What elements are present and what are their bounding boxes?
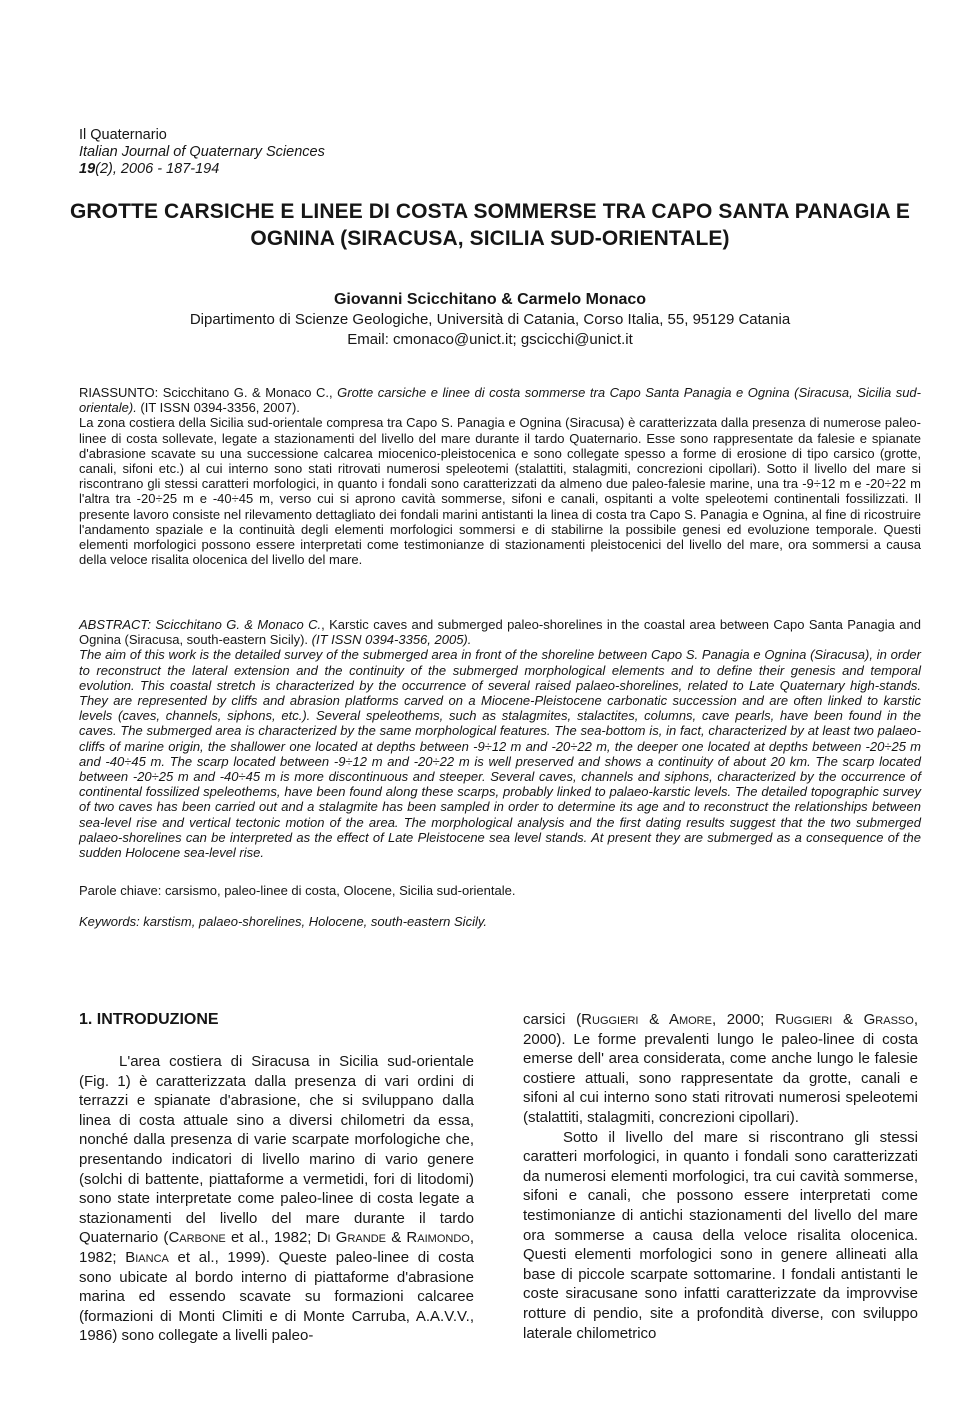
- journal-name: Il Quaternario: [79, 127, 167, 143]
- riassunto-citation: [79, 385, 921, 415]
- citation-ruggieri-grasso: Ruggieri & Grasso: [775, 1011, 914, 1028]
- riassunto-issn: (IT ISSN 0394-3356, 2007).: [136, 400, 300, 416]
- body-column-right: [523, 1010, 918, 1343]
- author-affiliation: Dipartimento di Scienze Geologiche, Università di Catania, Corso Italia, 55, 95129 Catania: [189, 311, 791, 328]
- author-email: Email: cmonaco@unict.it; gscicchi@unict.it: [347, 331, 633, 348]
- intro-text-5: carsici (: [523, 1011, 582, 1028]
- intro-text-2: et al., 1982;: [225, 1229, 317, 1247]
- journal-header: [79, 127, 325, 178]
- abstract: [79, 617, 921, 860]
- body-column-left: [79, 1010, 474, 1346]
- paper-title: GROTTE CARSICHE E LINEE DI COSTA SOMMERSE TRA CAPO SANTA PANAGIA E OGNINA (SIRACUSA, SICILIA SUD-ORIENTALE): [69, 200, 911, 250]
- riassunto-title: Grotte carsiche e linee di costa sommerse tra Capo Santa Panagia e Ognina (Siracusa, Sicilia sud-orientale).: [79, 385, 921, 416]
- intro-paragraph-1: [79, 1052, 474, 1346]
- intro-paragraph-2: Sotto il livello del mare si riscontrano gli stessi caratteri morfologici, in quanto i fondali sono caratterizzati da numerosi elementi morfologici, tra cui cavità sommerse, sifoni e canali, che possono essere interpretati come testimonianze di antichi stazionamenti del livello del mare ora sommerse a causa della veloce risalita olocenica. Questi elementi morfologici sono in genere allineati alla base di piccole scarpate sottomarine. I fondali antistanti le coste siracusane sono infatti caratterizzate da improvvise rotture di pendio, site a profondità diverse, con sviluppo laterale chilometrico: [523, 1128, 918, 1342]
- citation-bianca: Bianca: [125, 1248, 169, 1266]
- abstract-issn: (IT ISSN 0394-3356, 2005).: [308, 632, 472, 648]
- citation-carbone: Carbone: [168, 1229, 226, 1247]
- journal-issue-pages: (2), 2006 - 187-194: [95, 161, 220, 177]
- intro-text-3: , 1982;: [79, 1229, 474, 1266]
- journal-volume: 19: [79, 161, 96, 177]
- journal-citation: [79, 161, 325, 178]
- intro-text-1: L'area costiera di Siracusa in Sicilia sud-orientale (Fig. 1) è caratterizzata dalla presenza di vari ordini di terrazzi e spianate d'abrasione, che si sviluppano dalla linea di costa attuale sino a diversi chilometri da essa, nonché dalla presenza di varie scarpate morfologiche che, presentando indicatori di livello marino di vario genere (solchi di battente, piattaforme a vermetidi, fori di litodomi) sono state interpretate come paleo-linee di costa legate a stazionamenti del livello del mare durante il tardo Quaternario (: [79, 1053, 474, 1247]
- abstract-body: The aim of this work is the detailed survey of the submerged area in front of the shoreline between Capo S. Panagia e Ognina (Siracusa), in order to reconstruct the lateral extension and the continuity of the submerged morphological elements and to define their genesis and temporal evolution. This coastal stretch is characterized by the occurrence of several raised palaeo-shorelines, related to Late Quaternary high-stands. They are represented by cliffs and abrasion platforms carved on a Miocene-Pleistocene carbonatic succession and are often linked to karstic levels (caves, channels, siphons, etc.). Several speleothems, such as stalagmites, stalactites, columns, cave pearls, have been found in the caves. The submerged area is characterized by the same morphological features. The sea-bottom is, in fact, characterized by at least two palaeo-cliffs of marine origin, the shallower one located at depths between -9÷12 m and -20÷22 m, the deeper one located at depths between -20÷25 m and -40÷45 m. The scarp located between -9÷12 m and -20÷22 m is well preserved and shows a continuity of about 20 km. The scarp located between -20÷25 m and -40÷45 m is more discontinuous and steeper. Several caves, channels and siphons, characterized by the occurrence of continental fossilized speleothems, have been found along these scarps, probably linked to palaeo-karstic levels. The detailed topographic survey of two caves has been carried out and a stalagmite has been sampled in order to determine its age and to reconstruct the relationships between sea-level rise and vertical tectonic motion of the area. The morphological analysis and the first dating results suggest that the two submerged palaeo-shorelines can be interpreted as the effect of Late Pleistocene sea level stands. At present they are submerged as a consequence of the sudden Holocene sea-level rise.: [79, 647, 921, 861]
- keywords-italian: Parole chiave: carsismo, paleo-linee di costa, Olocene, Sicilia sud-orientale.: [79, 883, 516, 898]
- author-names: Giovanni Scicchitano & Carmelo Monaco: [333, 291, 647, 308]
- keywords-english: Keywords: karstism, palaeo-shorelines, Holocene, south-eastern Sicily.: [79, 914, 487, 929]
- intro-paragraph-1-cont: [523, 1010, 918, 1128]
- journal-subtitle: Italian Journal of Quaternary Sciences: [79, 144, 325, 160]
- riassunto-body: La zona costiera della Sicilia sud-orientale compresa tra Capo S. Panagia e Ognina (Siracusa) è caratterizzata dalla presenza di numerose paleo-linee di costa sollevate, legate a stazionamenti del livello del mare durante il tardo Quaternario. Esse sono rappresentate da falesie e spianate d'abrasione scavate su una successione calcarea miocenico-pleistocenica e sono collegate spesso a forme di erosione di tipo carsico (grotte, canali, sifoni etc.) al cui interno sono stati ritrovati numerosi speleotemi (stalattiti, stalagmiti, concrezioni cipollari). Sotto il livello del mare si riscontrano gli stessi caratteri morfologici, in quanto i fondali sono caratterizzati da almeno due paleo-falesie marine, una tra -9÷12 m e -20÷22 m l'altra tra -20÷25 m e -40÷45 m, verso cui si aprono cavità sommerse, sifoni e canali, ospitanti a volte speleotemi continentali fossilizzati. Il presente lavoro consiste nel rilevamento dettagliato dei fondali marini antistanti la linea di costa tra Capo S. Panagia e Ognina, al fine di ricostruire l'andamento spaziale e la continuità degli elementi morfologici sommersi e di stabilirne la possibile genesi ed evoluzione temporale. Questi elementi morfologici possono essere interpretati come testimonianze di stazionamenti pleistocenici del livello del mare, ora sommersi a causa della veloce risalita olocenica del livello del mare.: [79, 415, 921, 568]
- author-block: [60, 290, 920, 350]
- citation-ruggieri-amore: Ruggieri & Amore: [581, 1011, 712, 1028]
- abstract-title: , Karstic caves and submerged paleo-shorelines in the coastal area between Capo Santa Panagia and Ognina (Siracusa, south-eastern Sicily).: [79, 617, 921, 648]
- section-heading: 1. INTRODUZIONE: [79, 1011, 219, 1028]
- abstract-citation: [79, 617, 921, 647]
- riassunto: [79, 385, 921, 567]
- abstract-prefix: ABSTRACT: Scicchitano G. & Monaco C.: [79, 617, 322, 632]
- citation-di-grande: Di Grande & Raimondo: [316, 1229, 470, 1247]
- intro-text-7: , 2000). Le forme prevalenti lungo le paleo-linee di costa emerse dell' area considerata, come anche lungo le falesie costiere attuali, sono rappresentate da grotte, canali e sifoni al cui interno sono stati ritrovati numerosi speleotemi (stalattiti, stalagmiti, concrezioni cipollari).: [523, 1011, 918, 1126]
- intro-text-6: , 2000;: [711, 1011, 776, 1028]
- intro-text-4: et al., 1999). Queste paleo-linee di costa sono ubicate al bordo interno di piattaforme d'abrasione marina ed essendo scavate su formazioni calcaree (formazioni di Monti Climiti e di Monte Carruba, A.A.V.V., 1986) sono collegate a livelli paleo-: [79, 1248, 474, 1345]
- riassunto-prefix: RIASSUNTO: Scicchitano G. & Monaco C.,: [79, 385, 338, 400]
